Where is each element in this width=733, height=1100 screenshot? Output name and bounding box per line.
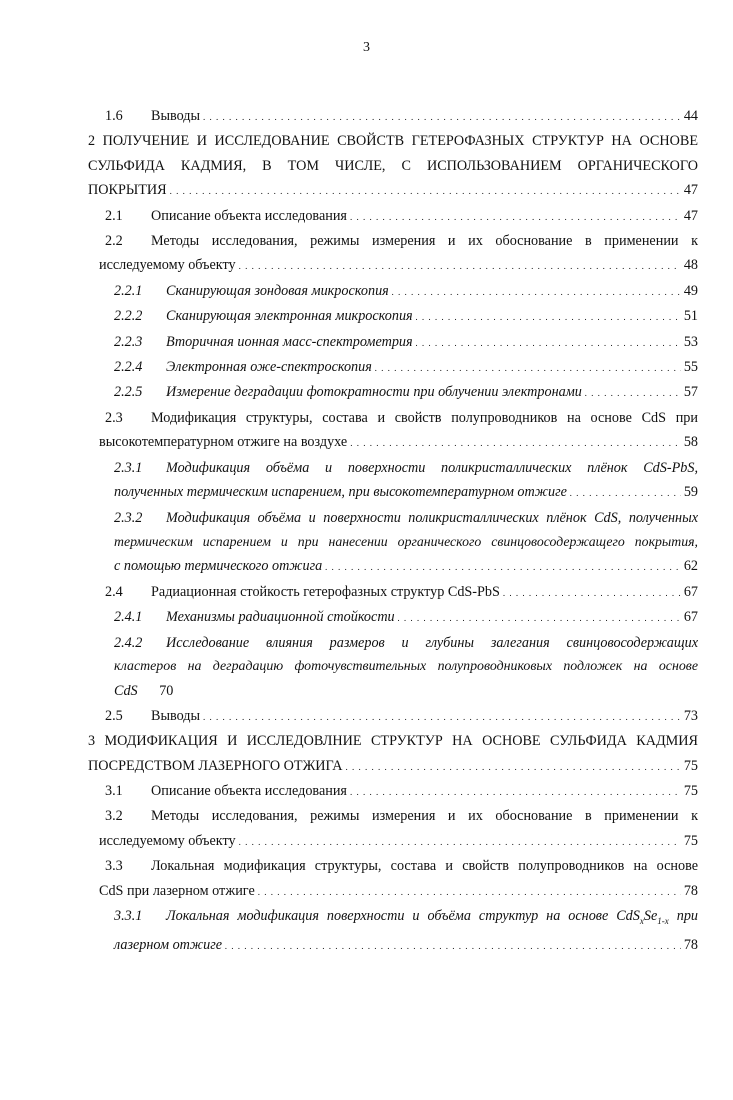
toc-page: 78 — [683, 882, 698, 899]
toc-entry-3-2[interactable] — [99, 804, 698, 854]
toc-title-cont: исследуемому объекту — [99, 832, 236, 849]
toc-title: Выводы — [151, 707, 201, 724]
toc-page: 59 — [683, 484, 698, 501]
toc-number: 2.3.2 — [114, 509, 143, 526]
toc-number: 2.2.1 — [114, 282, 143, 299]
toc-title: Локальная модификация структуры, состава и свойств полупроводников на основе — [151, 858, 698, 875]
dot-leader — [398, 605, 681, 630]
toc-number: 2.2.3 — [114, 333, 143, 350]
dot-leader — [170, 178, 681, 203]
toc-number: 2.3.1 — [114, 459, 143, 476]
toc-page: 48 — [683, 257, 698, 274]
toc-chapter-line: СУЛЬФИДА КАДМИЯ, В ТОМ ЧИСЛЕ, С ИСПОЛЬЗОВАНИЕМ ОРГАНИЧЕСКОГО — [88, 157, 698, 174]
toc-entry-2-2-1[interactable] — [99, 279, 698, 304]
page-number: 3 — [363, 40, 370, 55]
toc-entry-3-1[interactable] — [99, 779, 698, 804]
toc-number: 1.6 — [105, 108, 123, 124]
toc-title: Сканирующая электронная микроскопия — [166, 308, 413, 325]
toc-page: 62 — [683, 558, 698, 575]
toc-page: 67 — [683, 583, 698, 600]
toc-title-cont: с помощью термического отжига — [114, 558, 323, 575]
toc-title: Сканирующая зондовая микроскопия — [166, 282, 389, 299]
dot-leader — [258, 879, 681, 904]
toc-title: Вторичная ионная масс-спектрометрия — [166, 333, 413, 350]
dot-leader — [203, 704, 681, 729]
toc-number: 2.4 — [105, 583, 123, 600]
dot-leader — [585, 380, 681, 405]
toc-entry-1-6[interactable] — [99, 104, 698, 129]
toc-entry-2-4[interactable] — [99, 580, 698, 605]
toc-number: 2.2.2 — [114, 308, 143, 325]
toc-title: Механизмы радиационной стойкости — [166, 609, 395, 626]
toc-number: 2.4.1 — [114, 609, 143, 626]
toc-title: Методы исследования, режимы измерения и их обоснование в применении к — [151, 808, 698, 825]
toc-page: 75 — [683, 757, 698, 774]
toc-chapter-2[interactable] — [88, 129, 698, 203]
toc-chapter-3[interactable] — [88, 729, 698, 779]
toc-title: Исследование влияния размеров и глубины залегания свинцовосодержащих — [166, 634, 698, 651]
toc-entry-2-2-2[interactable] — [99, 304, 698, 329]
toc-number: 2.3 — [105, 409, 123, 426]
subscript: 1-x — [657, 915, 669, 926]
toc-page: 51 — [683, 308, 698, 325]
toc-entry-2-2-4[interactable] — [99, 355, 698, 380]
toc-title: ПОКРЫТИЯ — [88, 182, 167, 199]
toc-title: Методы исследования, режимы измерения и их обоснование в применении к — [151, 233, 698, 250]
toc-title: Измерение деградации фотократности при облучении электронами — [166, 384, 582, 401]
toc-title-cont: CdS — [114, 683, 138, 700]
toc-number: 2.4.2 — [114, 634, 143, 651]
toc-title: Радиационная стойкость гетерофазных структур CdS-PbS — [151, 583, 500, 600]
toc-title: Выводы — [151, 108, 201, 124]
dot-leader — [416, 304, 681, 329]
dot-leader — [350, 430, 681, 455]
toc-title: Локальная модификация поверхности и объёма структур на основе CdS — [166, 908, 640, 924]
dot-leader — [416, 330, 681, 355]
dot-leader — [225, 933, 681, 958]
toc-entry-3-3-1[interactable] — [99, 904, 698, 959]
dot-leader — [239, 829, 681, 854]
toc-entry-2-5[interactable] — [99, 704, 698, 729]
toc-title: Se — [643, 908, 658, 924]
toc-title: Модификация объёма и поверхности поликристаллических плёнок CdS-PbS, — [166, 459, 698, 476]
toc-number: 2.2 — [105, 233, 123, 250]
toc-entry-2-2[interactable] — [99, 229, 698, 279]
toc-page: 75 — [683, 782, 698, 799]
toc-page: 53 — [683, 333, 698, 350]
toc-entry-2-3-2[interactable] — [99, 506, 698, 580]
toc-page: 49 — [683, 282, 698, 299]
dot-leader — [375, 355, 681, 380]
toc-page: 58 — [683, 434, 698, 451]
toc-chapter-line: 2 ПОЛУЧЕНИЕ И ИССЛЕДОВАНИЕ СВОЙСТВ ГЕТЕРОФАЗНЫХ СТРУКТУР НА ОСНОВЕ — [88, 133, 698, 150]
toc-title: при — [676, 908, 699, 924]
toc-entry-2-1[interactable] — [99, 204, 698, 229]
toc-entry-2-3-1[interactable] — [99, 456, 698, 506]
toc-entry-2-4-2[interactable] — [99, 631, 698, 704]
toc-entry-3-3[interactable] — [99, 854, 698, 904]
toc-title-cont: полученных термическим испарением, при высокотемпературном отжиге — [114, 484, 567, 501]
dot-leader — [503, 580, 681, 605]
toc-title-cont: лазерном отжиге — [114, 937, 223, 954]
toc-title: Описание объекта исследования — [151, 782, 347, 799]
toc-entry-2-2-5[interactable] — [99, 380, 698, 405]
toc-page: 67 — [683, 609, 698, 626]
toc-entry-2-2-3[interactable] — [99, 330, 698, 355]
toc-number: 2.5 — [105, 707, 123, 724]
toc-title: Модификация структуры, состава и свойств полупроводников на основе CdS при — [151, 409, 698, 426]
dot-leader — [392, 279, 681, 304]
dot-leader — [345, 754, 680, 779]
dot-leader — [350, 779, 681, 804]
toc-entry-2-3[interactable] — [99, 406, 698, 456]
toc-entry-2-4-1[interactable] — [99, 605, 698, 630]
toc-number: 2.2.4 — [114, 359, 143, 376]
toc-title: Модификация объёма и поверхности поликристаллических плёнок CdS, полученных — [166, 509, 698, 526]
toc-page: 78 — [683, 937, 698, 954]
table-of-contents — [88, 104, 699, 959]
toc-number: 3.2 — [105, 808, 123, 825]
toc-page: 47 — [683, 207, 698, 224]
toc-page: 70 — [159, 683, 174, 700]
toc-title-cont: CdS при лазерном отжиге — [99, 882, 255, 899]
toc-title-cont: термическим испарением и при нанесении органического свинцовосодержащего покрытия, — [114, 533, 698, 549]
dot-leader — [350, 204, 681, 229]
toc-title-cont: кластеров на деградацию фоточувствительных полупроводниковых подложек на основе — [114, 658, 698, 674]
toc-page: 73 — [683, 707, 698, 724]
toc-page: 47 — [683, 182, 698, 199]
toc-number: 2.2.5 — [114, 384, 143, 401]
toc-chapter-line: 3 МОДИФИКАЦИЯ И ИССЛЕДОВЛНИЕ СТРУКТУР НА ОСНОВЕ СУЛЬФИДА КАДМИЯ — [88, 733, 698, 750]
toc-page: 44 — [683, 108, 698, 124]
toc-page: 55 — [683, 359, 698, 376]
toc-number: 3.3.1 — [114, 908, 143, 924]
dot-leader — [570, 480, 681, 505]
subscript: x — [639, 915, 644, 926]
toc-title-cont: высокотемпературном отжиге на воздухе — [99, 434, 348, 451]
toc-page: 57 — [683, 384, 698, 401]
toc-title: ПОСРЕДСТВОМ ЛАЗЕРНОГО ОТЖИГА — [88, 757, 343, 774]
dot-leader — [203, 104, 681, 129]
toc-title-cont: исследуемому объекту — [99, 257, 236, 274]
toc-page: 75 — [683, 832, 698, 849]
toc-number: 3.3 — [105, 858, 123, 875]
dot-leader — [239, 253, 681, 278]
toc-number: 3.1 — [105, 782, 123, 799]
toc-title: Электронная оже-спектроскопия — [166, 359, 372, 376]
toc-number: 2.1 — [105, 207, 123, 224]
dot-leader — [325, 554, 681, 579]
toc-title: Описание объекта исследования — [151, 207, 347, 224]
